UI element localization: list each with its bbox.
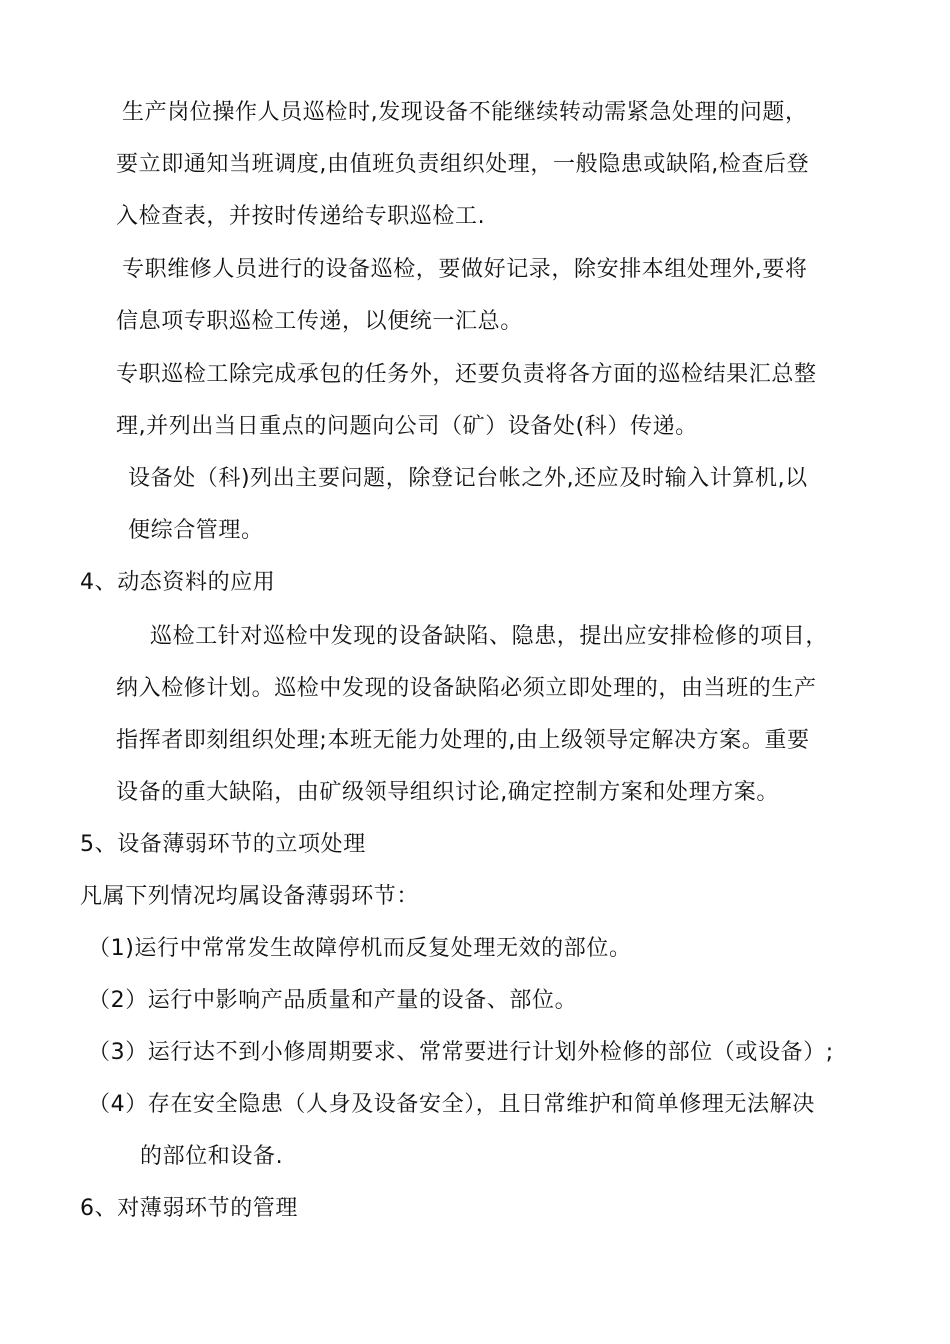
paragraph-line: 设备的重大缺陷，由矿级领导组织讨论,确定控制方案和处理方案。 [116,780,779,805]
paragraph-line: 要立即通知当班调度,由值班负责组织处理，一般隐患或缺陷,检查后登 [116,152,810,177]
paragraph-line: 凡属下列情况均属设备薄弱环节： [80,884,420,909]
section-heading: 4、动态资料的应用 [80,570,276,595]
list-item: （2）运行中影响产品质量和产量的设备、部位。 [88,988,578,1013]
paragraph-line: 入检查表，并按时传递给专职巡检工. [116,204,486,229]
list-item: （4）存在安全隐患（人身及设备安全），且日常维护和简单修理无法解决 [88,1092,815,1117]
list-item: （3）运行达不到小修周期要求、常常要进行计划外检修的部位（或设备）; [88,1040,834,1065]
section-heading: 5、设备薄弱环节的立项处理 [80,832,366,857]
paragraph-line: 专职维修人员进行的设备巡检，要做好记录，除安排本组处理外,要将 [122,257,808,282]
list-item-continuation: 的部位和设备. [140,1144,284,1169]
paragraph-line: 纳入检修计划。巡检中发现的设备缺陷必须立即处理的，由当班的生产 [116,676,817,701]
list-item: （1)运行中常常发生故障停机而反复处理无效的部位。 [88,936,632,961]
paragraph-line: 理,并列出当日重点的问题向公司（矿）设备处(科）传递。 [116,414,698,439]
paragraph-line: 巡检工针对巡检中发现的设备缺陷、隐患，提出应安排检修的项目， [150,624,829,649]
paragraph-line: 专职巡检工除完成承包的任务外，还要负责将各方面的巡检结果汇总整 [116,362,817,387]
paragraph-line: 便综合管理。 [128,518,264,543]
paragraph-line: 信息项专职巡检工传递，以便统一汇总。 [116,309,523,334]
paragraph-line: 生产岗位操作人员巡检时,发现设备不能继续转动需紧急处理的问题， [122,100,808,125]
paragraph-line: 指挥者即刻组织处理;本班无能力处理的,由上级领导定解决方案。重要 [116,728,810,753]
section-heading: 6、对薄弱环节的管理 [80,1196,298,1221]
paragraph-line: 设备处（科)列出主要问题，除登记台帐之外,还应及时输入计算机,以 [128,466,808,491]
